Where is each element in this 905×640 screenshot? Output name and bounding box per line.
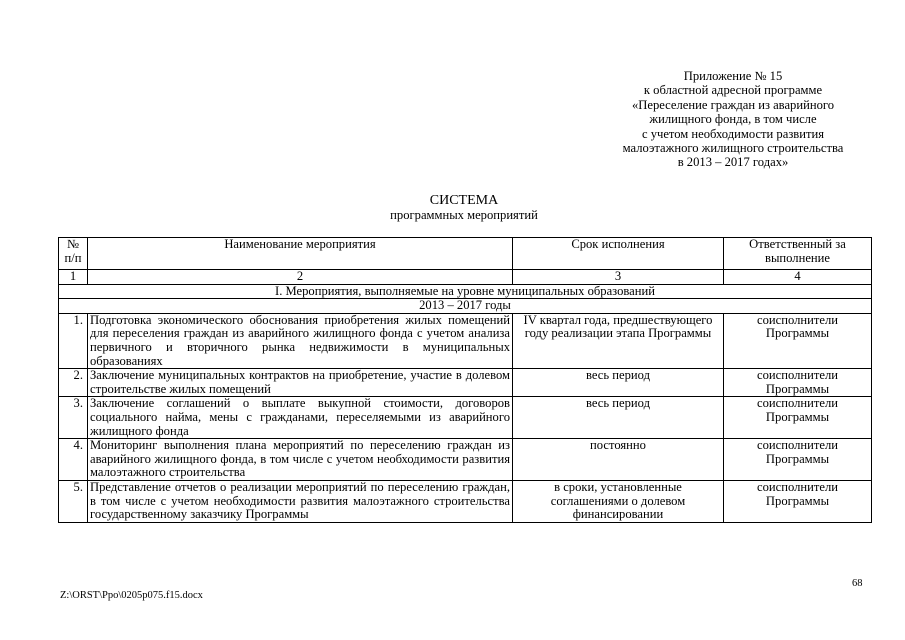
row-number: 1. <box>59 313 88 368</box>
section-row <box>59 284 872 299</box>
row-number: 2. <box>59 369 88 397</box>
table-row <box>59 313 872 368</box>
measure-responsible: соисполнители Программы <box>724 480 872 522</box>
col-number: 4 <box>724 270 872 285</box>
header-responsible: Ответственный за выполнение <box>724 238 872 270</box>
document-title: СИСТЕМА <box>429 193 499 208</box>
header-num: № п/п <box>59 238 88 270</box>
measure-name: Подготовка экономического обоснования приобретения жилых помещений для переселения граждан из аварийного жилищного фонда с учетом анализа первичного и вторичного рынка недвижимости в муниципальных образованиях <box>88 313 513 368</box>
appendix-line: малоэтажного жилищного строительства <box>622 141 844 156</box>
measure-name: Представление отчетов о реализации мероприятий по переселению граждан, в том числе с учетом необходимости развития малоэтажного строительства государственному заказчику Программы <box>88 480 513 522</box>
appendix-line: с учетом необходимости развития <box>641 126 825 141</box>
table-row <box>59 397 872 439</box>
header-row <box>59 238 872 270</box>
measure-term: в сроки, установленные соглашениями о долевом финансировании <box>513 480 724 522</box>
program-measures-table <box>58 237 872 523</box>
appendix-heading <box>583 69 883 170</box>
appendix-line: в 2013 – 2017 годах» <box>677 155 789 170</box>
measure-responsible: соисполнители Программы <box>724 397 872 439</box>
document-subtitle: программных мероприятий <box>390 208 538 222</box>
file-path: Z:\ORST\Ppo\0205p075.f15.docx <box>60 590 203 601</box>
measure-term: весь период <box>513 369 724 397</box>
measure-term: постоянно <box>513 439 724 481</box>
row-number: 3. <box>59 397 88 439</box>
table-row <box>59 369 872 397</box>
table-row <box>59 439 872 481</box>
header-name: Наименование мероприятия <box>88 238 513 270</box>
col-number: 3 <box>513 270 724 285</box>
measure-name: Мониторинг выполнения плана мероприятий по переселению граждан из аварийного жилищного фонда, в том числе с учетом необходимости развития малоэтажного строительства <box>88 439 513 481</box>
measure-name: Заключение муниципальных контрактов на приобретение, участие в долевом строительстве жилых помещений <box>88 369 513 397</box>
section-title: I. Мероприятия, выполняемые на уровне муниципальных образований <box>59 284 872 299</box>
table-row <box>59 480 872 522</box>
header-term: Срок исполнения <box>513 238 724 270</box>
measure-responsible: соисполнители Программы <box>724 439 872 481</box>
period-label: 2013 – 2017 годы <box>59 299 872 314</box>
measure-term: IV квартал года, предшествующего году реализации этапа Программы <box>513 313 724 368</box>
row-number: 4. <box>59 439 88 481</box>
row-number: 5. <box>59 480 88 522</box>
measure-term: весь период <box>513 397 724 439</box>
measure-responsible: соисполнители Программы <box>724 313 872 368</box>
appendix-line: жилищного фонда, в том числе <box>649 112 817 127</box>
column-number-row <box>59 270 872 285</box>
appendix-line: Приложение № 15 <box>683 69 783 83</box>
col-number: 2 <box>88 270 513 285</box>
appendix-line: «Переселение граждан из аварийного <box>631 97 835 112</box>
appendix-line: к областной адресной программе <box>643 83 823 98</box>
measure-name: Заключение соглашений о выплате выкупной стоимости, договоров социального найма, мены с гражданами, переселяемыми из аварийного жилищного фонда <box>88 397 513 439</box>
page-number: 68 <box>852 578 863 589</box>
col-number: 1 <box>59 270 88 285</box>
measure-responsible: соисполнители Программы <box>724 369 872 397</box>
period-row <box>59 299 872 314</box>
